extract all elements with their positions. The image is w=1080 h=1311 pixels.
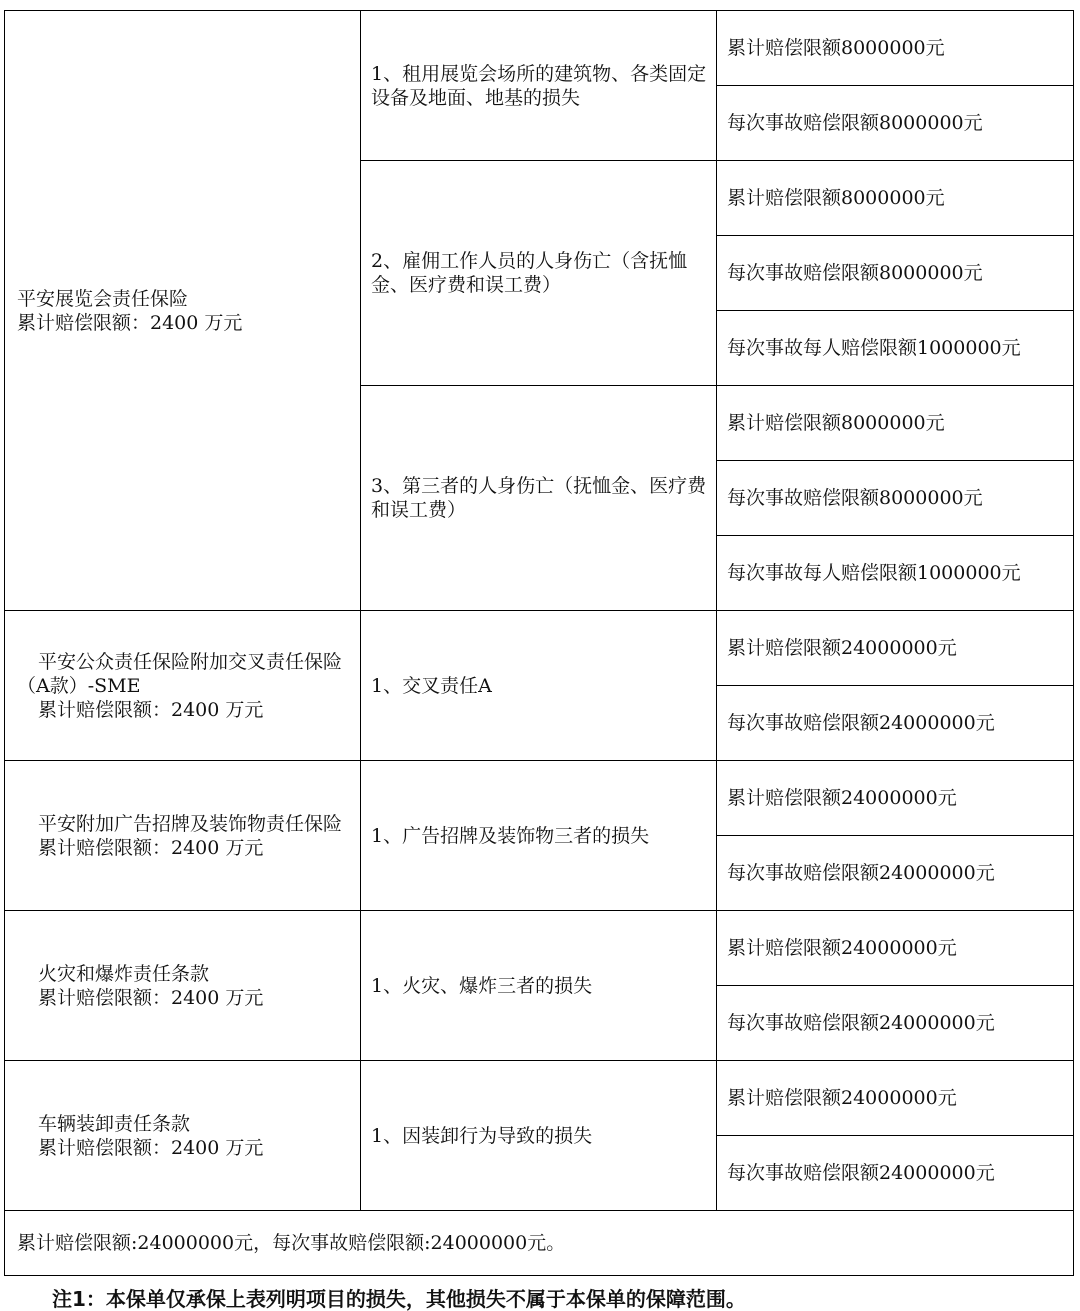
item-description-cell [361, 761, 717, 911]
limit-cell [717, 86, 1074, 161]
item-description-cell [361, 611, 717, 761]
coverage-name: 火灾和爆炸责任条款 [38, 962, 210, 985]
limit-cell [717, 911, 1074, 986]
coverage-name: 平安附加广告招牌及装饰物责任保险 [38, 812, 343, 835]
policy-note: 注1：本保单仅承保上表列明项目的损失，其他损失不属于本保单的保障范围。 [52, 1287, 746, 1311]
limit-text: 累计赔偿限额24000000元 [727, 937, 957, 959]
coverage-name-cell [5, 611, 361, 761]
item-description-cell [361, 161, 717, 386]
coverage-name: 平安展览会责任保险 [17, 287, 189, 310]
limit-text: 每次事故每人赔偿限额1000000元 [727, 337, 1021, 359]
total-limit-cell [5, 1211, 1074, 1276]
coverage-aggregate-limit: 累计赔偿限额：2400 万元 [17, 311, 243, 334]
item-description-cell [361, 911, 717, 1061]
limit-text: 每次事故赔偿限额8000000元 [727, 112, 983, 134]
total-limit-text: 累计赔偿限额:24000000元，每次事故赔偿限额:24000000元。 [17, 1232, 566, 1254]
coverage-aggregate-limit: 累计赔偿限额：2400 万元 [38, 698, 264, 721]
limit-cell [717, 1061, 1074, 1136]
item-description: 1、因装卸行为导致的损失 [371, 1124, 593, 1147]
limit-text: 累计赔偿限额8000000元 [727, 187, 945, 209]
limit-cell [717, 686, 1074, 761]
limit-text: 每次事故赔偿限额8000000元 [727, 262, 983, 284]
limit-cell [717, 386, 1074, 461]
coverage-name-cell [5, 761, 361, 911]
item-description: 1、租用展览会场所的建筑物、各类固定设备及地面、地基的损失 [371, 62, 707, 109]
coverage-aggregate-limit: 累计赔偿限额：2400 万元 [38, 1136, 264, 1159]
item-description: 2、雇佣工作人员的人身伤亡（含抚恤金、医疗费和误工费） [371, 250, 688, 296]
coverage-name: 平安公众责任保险附加交叉责任保险（A款）-SME [17, 650, 343, 697]
table-row [5, 1061, 1074, 1136]
limit-cell [717, 836, 1074, 911]
limit-text: 累计赔偿限额24000000元 [727, 1087, 957, 1109]
coverage-table [4, 10, 1074, 1276]
limit-text: 累计赔偿限额8000000元 [727, 412, 945, 434]
coverage-name-cell [5, 11, 361, 611]
table-row [5, 761, 1074, 836]
table-row [5, 1211, 1074, 1276]
coverage-aggregate-limit: 累计赔偿限额：2400 万元 [38, 986, 264, 1009]
coverage-aggregate-limit: 累计赔偿限额：2400 万元 [38, 836, 264, 859]
limit-cell [717, 161, 1074, 236]
coverage-name-cell [5, 1061, 361, 1211]
limit-cell [717, 611, 1074, 686]
coverage-name-cell [5, 911, 361, 1061]
limit-cell [717, 236, 1074, 311]
limit-text: 每次事故赔偿限额8000000元 [727, 487, 983, 509]
limit-text: 每次事故赔偿限额24000000元 [727, 712, 995, 734]
limit-cell [717, 311, 1074, 386]
limit-text: 每次事故赔偿限额24000000元 [727, 1012, 995, 1034]
limit-text: 累计赔偿限额24000000元 [727, 787, 957, 809]
item-description: 1、交叉责任A [371, 674, 492, 697]
limit-cell [717, 1136, 1074, 1211]
limit-text: 累计赔偿限额8000000元 [727, 37, 945, 59]
coverage-name: 车辆装卸责任条款 [38, 1112, 191, 1135]
limit-cell [717, 761, 1074, 836]
limit-text: 每次事故赔偿限额24000000元 [727, 862, 995, 884]
item-description-cell [361, 386, 717, 611]
table-row [5, 911, 1074, 986]
limit-text: 每次事故每人赔偿限额1000000元 [727, 562, 1021, 584]
item-description: 1、火灾、爆炸三者的损失 [371, 974, 593, 997]
item-description: 3、第三者的人身伤亡（抚恤金、医疗费和误工费） [371, 475, 707, 521]
item-description: 1、广告招牌及装饰物三者的损失 [371, 824, 650, 847]
table-row [5, 611, 1074, 686]
item-description-cell [361, 11, 717, 161]
limit-cell [717, 461, 1074, 536]
limit-cell [717, 536, 1074, 611]
limit-cell [717, 11, 1074, 86]
limit-text: 累计赔偿限额24000000元 [727, 637, 957, 659]
limit-cell [717, 986, 1074, 1061]
table-row [5, 11, 1074, 86]
item-description-cell [361, 1061, 717, 1211]
limit-text: 每次事故赔偿限额24000000元 [727, 1162, 995, 1184]
